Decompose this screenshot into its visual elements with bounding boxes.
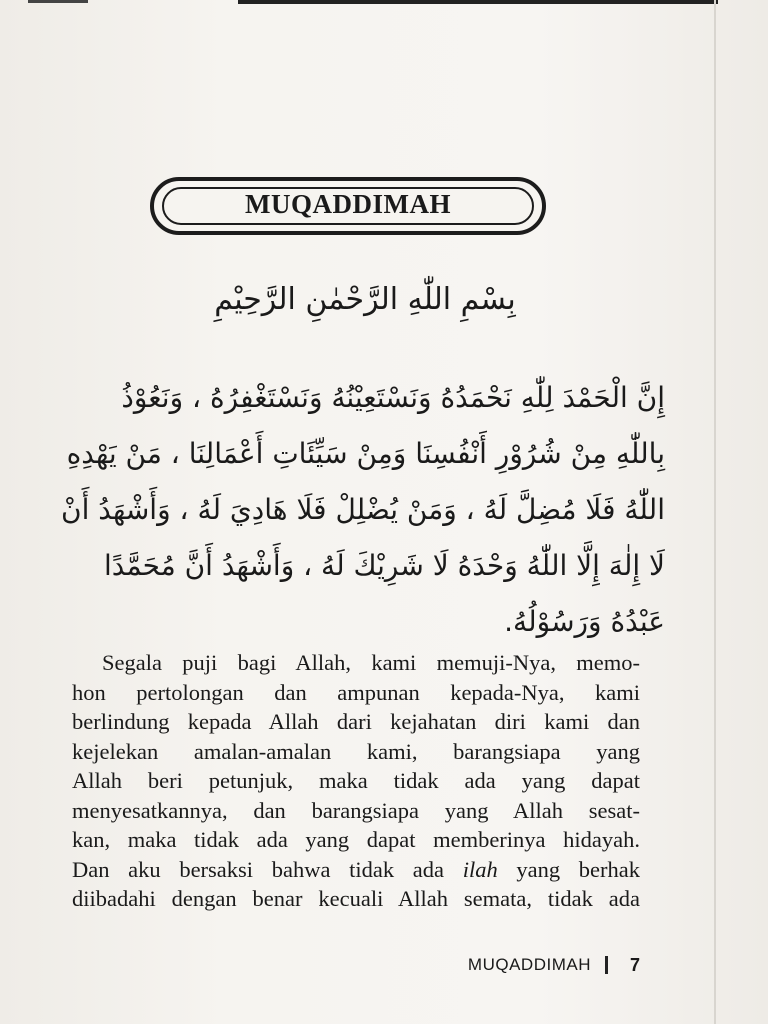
footer-divider [605,956,608,974]
arabic-line: إِنَّ الْحَمْدَ لِلّٰهِ نَحْمَدُهُ وَنَسْتَعِيْنُهُ وَنَسْتَغْفِرُهُ ، وَنَعُوْذُ [121,381,665,414]
body-line-with-italic [72,855,640,885]
chapter-banner [150,177,546,235]
body-line: berlindung kepada Allah dari kejahatan diri kami dan [72,709,640,734]
body-text-segment: Dan aku bersaksi bahwa tidak ada [72,856,463,882]
arabic-line: بِاللّٰهِ مِنْ شُرُوْرِ أَنْفُسِنَا وَمِنْ سَيِّئَاتِ أَعْمَالِنَا ، مَنْ يَهْدِهِ [66,437,665,470]
footer-title: MUQADDIMAH [467,955,591,974]
body-paragraph [72,648,640,914]
running-footer [430,952,640,978]
italic-term: ilah [462,856,498,882]
arabic-line: لَا إِلٰهَ إِلَّا اللّٰهُ وَحْدَهُ لَا شَرِيْكَ لَهُ ، وَأَشْهَدُ أَنَّ مُحَمَّدًا [103,549,665,582]
body-line: menyesatkannya, dan barangsiapa yang Allah sesat- [72,797,640,823]
top-rule-left [28,0,88,3]
basmala: بِسْمِ اللّٰهِ الرَّحْمٰنِ الرَّحِيْمِ [214,282,516,317]
body-line: hon pertolongan dan ampunan kepada-Nya, kami [72,679,640,705]
arabic-line: اللّٰهُ فَلَا مُضِلَّ لَهُ ، وَمَنْ يُضْلِلْ فَلَا هَادِيَ لَهُ ، وَأَشْهَدُ أَنْ [61,493,665,526]
body-line: diibadahi dengan benar kecuali Allah semata, tidak ada [72,886,640,911]
page-number: 7 [629,954,640,975]
body-line: kan, maka tidak ada yang dapat memberinya hidayah. [72,827,640,852]
body-line: Allah beri petunjuk, maka tidak ada yang dapat [72,768,640,793]
top-rule [238,0,718,4]
body-text-segment: yang berhak [497,856,641,882]
arabic-line: عَبْدُهُ وَرَسُوْلُهُ. [504,605,665,638]
page-edge [714,0,716,1024]
body-line: Segala puji bagi Allah, kami memuji-Nya, memo- [102,650,640,675]
body-line: kejelekan amalan-amalan kami, barangsiapa yang [72,738,640,764]
chapter-title: MUQADDIMAH [245,189,451,219]
arabic-text-block [61,370,665,650]
